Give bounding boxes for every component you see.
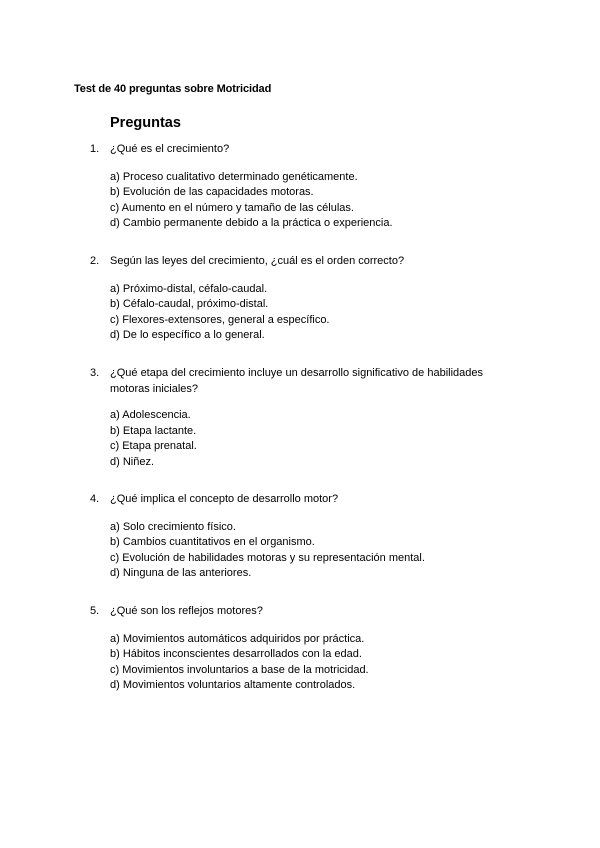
question-text: ¿Qué etapa del crecimiento incluye un desarrollo significativo de habilidades motoras iniciales? (110, 367, 483, 395)
question-text: ¿Qué es el crecimiento? (110, 143, 230, 155)
option-b: b) Céfalo-caudal, próximo-distal. (110, 298, 269, 310)
option-list (90, 408, 510, 470)
option-a: a) Movimientos automáticos adquiridos por práctica. (110, 632, 365, 645)
option-a: a) Solo crecimiento físico. (110, 520, 236, 533)
question-number: 2. (90, 255, 100, 267)
document-title: Test de 40 preguntas sobre Motricidad (74, 83, 272, 95)
option-list (90, 520, 510, 582)
option-list (90, 170, 510, 232)
option-list (90, 632, 510, 694)
question-text: ¿Qué implica el concepto de desarrollo motor? (110, 493, 339, 505)
question-number: 3. (90, 367, 100, 379)
section-heading: Preguntas (110, 115, 181, 131)
option-a: a) Proceso cualitativo determinado genéticamente. (110, 170, 358, 183)
question-2 (90, 254, 510, 344)
option-d: d) Movimientos voluntarios altamente controlados. (110, 679, 356, 691)
option-list (90, 282, 510, 344)
question-1 (90, 142, 510, 232)
option-c: c) Aumento en el número y tamaño de las células. (110, 201, 354, 214)
option-d: d) De lo específico a lo general. (110, 329, 265, 341)
question-number: 4. (90, 493, 100, 505)
question-text: Según las leyes del crecimiento, ¿cuál es el orden correcto? (110, 255, 405, 267)
option-d: d) Niñez. (110, 455, 155, 468)
option-c: c) Movimientos involuntarios a base de la motricidad. (110, 663, 369, 676)
question-number: 5. (90, 605, 100, 617)
question-4 (90, 492, 510, 582)
question-5 (90, 604, 510, 694)
option-c: c) Flexores-extensores, general a específico. (110, 313, 330, 326)
question-3 (90, 366, 510, 470)
option-c: c) Evolución de habilidades motoras y su representación mental. (110, 551, 425, 564)
question-text: ¿Qué son los reflejos motores? (110, 605, 263, 617)
option-a: a) Adolescencia. (110, 409, 191, 421)
question-number: 1. (90, 143, 100, 155)
option-b: b) Hábitos inconscientes desarrollados con la edad. (110, 648, 362, 660)
option-b: b) Etapa lactante. (110, 424, 197, 437)
option-a: a) Próximo-distal, céfalo-caudal. (110, 282, 268, 295)
option-c: c) Etapa prenatal. (110, 440, 197, 452)
option-b: b) Evolución de las capacidades motoras. (110, 186, 314, 198)
option-d: d) Ninguna de las anteriores. (110, 567, 252, 579)
option-d: d) Cambio permanente debido a la práctica o experiencia. (110, 217, 393, 229)
option-b: b) Cambios cuantitativos en el organismo. (110, 536, 315, 548)
